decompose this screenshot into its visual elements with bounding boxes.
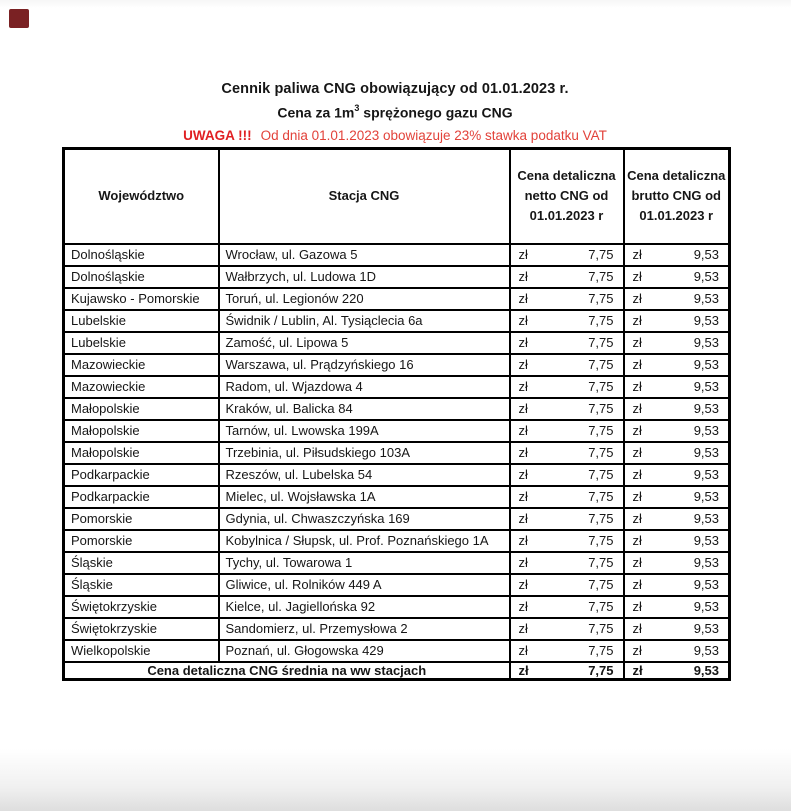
currency-label: zł (518, 662, 529, 678)
region-cell: Śląskie (64, 574, 219, 596)
brutto-cell (624, 244, 730, 266)
table-body (64, 244, 730, 662)
table-row (64, 596, 730, 618)
currency-label: zł (632, 379, 642, 394)
netto-cell (510, 398, 624, 420)
currency-label: zł (518, 335, 528, 350)
top-edge-shade (0, 0, 791, 8)
summary-label: Cena detaliczna CNG średnia na ww stacjach (64, 662, 510, 680)
netto-value: 7,75 (588, 489, 614, 504)
netto-value: 7,75 (588, 335, 614, 350)
currency-label: zł (632, 269, 642, 284)
currency-label: zł (518, 621, 528, 636)
brutto-value: 9,53 (693, 533, 719, 548)
currency-label: zł (518, 445, 528, 460)
table-row (64, 266, 730, 288)
station-cell: Wrocław, ul. Gazowa 5 (219, 244, 510, 266)
brutto-value: 9,53 (693, 577, 719, 592)
brutto-value: 9,53 (693, 291, 719, 306)
currency-label: zł (518, 423, 528, 438)
region-cell: Świętokrzyskie (64, 596, 219, 618)
region-cell: Pomorskie (64, 530, 219, 552)
summary-netto-value: 7,75 (588, 662, 614, 678)
brutto-value: 9,53 (693, 621, 719, 636)
netto-value: 7,75 (588, 621, 614, 636)
table-row (64, 442, 730, 464)
brutto-value: 9,53 (693, 379, 719, 394)
currency-label: zł (518, 643, 528, 658)
table-row (64, 552, 730, 574)
currency-label: zł (518, 533, 528, 548)
currency-label: zł (518, 467, 528, 482)
column-header-cena-brutto: Cena detaliczna brutto CNG od 01.01.2023 r (624, 149, 730, 244)
brutto-cell (624, 530, 730, 552)
table-row (64, 464, 730, 486)
netto-cell (510, 354, 624, 376)
table-row (64, 574, 730, 596)
netto-value: 7,75 (588, 555, 614, 570)
currency-label: zł (632, 555, 642, 570)
netto-value: 7,75 (588, 423, 614, 438)
brand-mark-square (9, 9, 29, 28)
brutto-cell (624, 552, 730, 574)
region-cell: Podkarpackie (64, 464, 219, 486)
brutto-cell (624, 640, 730, 662)
table-row (64, 508, 730, 530)
station-cell: Wałbrzych, ul. Ludowa 1D (219, 266, 510, 288)
currency-label: zł (632, 313, 642, 328)
netto-cell (510, 244, 624, 266)
brutto-value: 9,53 (693, 357, 719, 372)
region-cell: Kujawsko - Pomorskie (64, 288, 219, 310)
currency-label: zł (518, 247, 528, 262)
netto-value: 7,75 (588, 379, 614, 394)
netto-value: 7,75 (588, 291, 614, 306)
currency-label: zł (518, 313, 528, 328)
station-cell: Kraków, ul. Balicka 84 (219, 398, 510, 420)
table-row (64, 332, 730, 354)
netto-value: 7,75 (588, 247, 614, 262)
currency-label: zł (632, 401, 642, 416)
region-cell: Lubelskie (64, 332, 219, 354)
brutto-value: 9,53 (693, 269, 719, 284)
brutto-cell (624, 508, 730, 530)
region-cell: Mazowieckie (64, 376, 219, 398)
region-cell: Świętokrzyskie (64, 618, 219, 640)
netto-cell (510, 288, 624, 310)
station-cell: Poznań, ul. Głogowska 429 (219, 640, 510, 662)
currency-label: zł (632, 291, 642, 306)
currency-label: zł (632, 533, 642, 548)
station-cell: Gliwice, ul. Rolników 449 A (219, 574, 510, 596)
currency-label: zł (632, 577, 642, 592)
vat-warning-label: UWAGA !!! (183, 128, 252, 143)
netto-value: 7,75 (588, 599, 614, 614)
netto-value: 7,75 (588, 313, 614, 328)
table-header-row (64, 149, 730, 244)
netto-value: 7,75 (588, 467, 614, 482)
brutto-value: 9,53 (693, 511, 719, 526)
brutto-cell (624, 574, 730, 596)
vat-warning (62, 128, 728, 143)
region-cell: Mazowieckie (64, 354, 219, 376)
table-row (64, 530, 730, 552)
station-cell: Sandomierz, ul. Przemysłowa 2 (219, 618, 510, 640)
netto-cell (510, 618, 624, 640)
column-header-cena-netto: Cena detaliczna netto CNG od 01.01.2023 r (510, 149, 624, 244)
netto-cell (510, 332, 624, 354)
table-row (64, 640, 730, 662)
region-cell: Wielkopolskie (64, 640, 219, 662)
brutto-cell (624, 310, 730, 332)
summary-brutto-cell (624, 662, 730, 680)
currency-label: zł (518, 555, 528, 570)
region-cell: Dolnośląskie (64, 244, 219, 266)
brutto-cell (624, 486, 730, 508)
brutto-value: 9,53 (693, 599, 719, 614)
currency-label: zł (518, 577, 528, 592)
currency-label: zł (632, 643, 642, 658)
station-cell: Mielec, ul. Wojsławska 1A (219, 486, 510, 508)
brutto-value: 9,53 (693, 401, 719, 416)
subtitle-prefix: Cena za 1m (277, 104, 355, 121)
netto-cell (510, 310, 624, 332)
station-cell: Trzebinia, ul. Piłsudskiego 103A (219, 442, 510, 464)
table-row (64, 354, 730, 376)
brutto-cell (624, 442, 730, 464)
netto-cell (510, 464, 624, 486)
station-cell: Świdnik / Lublin, Al. Tysiąclecia 6a (219, 310, 510, 332)
netto-cell (510, 508, 624, 530)
table-row (64, 288, 730, 310)
currency-label: zł (632, 621, 642, 636)
table-row (64, 376, 730, 398)
currency-label: zł (518, 379, 528, 394)
netto-cell (510, 420, 624, 442)
brutto-cell (624, 618, 730, 640)
region-cell: Małopolskie (64, 442, 219, 464)
brutto-value: 9,53 (693, 423, 719, 438)
netto-value: 7,75 (588, 511, 614, 526)
netto-value: 7,75 (588, 445, 614, 460)
brutto-value: 9,53 (693, 313, 719, 328)
currency-label: zł (632, 335, 642, 350)
brutto-value: 9,53 (693, 467, 719, 482)
brutto-cell (624, 420, 730, 442)
brutto-cell (624, 354, 730, 376)
brutto-value: 9,53 (693, 555, 719, 570)
currency-label: zł (632, 489, 642, 504)
netto-value: 7,75 (588, 357, 614, 372)
brutto-cell (624, 288, 730, 310)
region-cell: Podkarpackie (64, 486, 219, 508)
currency-label: zł (632, 357, 642, 372)
currency-label: zł (632, 467, 642, 482)
netto-cell (510, 376, 624, 398)
vat-warning-text: Od dnia 01.01.2023 obowiązuje 23% stawka podatku VAT (260, 128, 607, 143)
netto-value: 7,75 (588, 577, 614, 592)
table-row (64, 398, 730, 420)
brutto-value: 9,53 (693, 445, 719, 460)
currency-label: zł (632, 511, 642, 526)
brutto-cell (624, 376, 730, 398)
currency-label: zł (632, 423, 642, 438)
table-row (64, 486, 730, 508)
region-cell: Małopolskie (64, 398, 219, 420)
station-cell: Warszawa, ul. Prądzyńskiego 16 (219, 354, 510, 376)
currency-label: zł (518, 357, 528, 372)
currency-label: zł (518, 269, 528, 284)
column-header-wojewodztwo: Województwo (64, 149, 219, 244)
table-header (64, 149, 730, 244)
station-cell: Kielce, ul. Jagiellońska 92 (219, 596, 510, 618)
netto-cell (510, 640, 624, 662)
bottom-edge-shade (0, 749, 791, 811)
region-cell: Śląskie (64, 552, 219, 574)
netto-value: 7,75 (588, 401, 614, 416)
subtitle-superscript: 3 (354, 103, 360, 113)
brutto-cell (624, 398, 730, 420)
brutto-cell (624, 332, 730, 354)
brutto-value: 9,53 (693, 643, 719, 658)
region-cell: Lubelskie (64, 310, 219, 332)
table-row (64, 310, 730, 332)
region-cell: Dolnośląskie (64, 266, 219, 288)
currency-label: zł (518, 599, 528, 614)
netto-cell (510, 486, 624, 508)
netto-value: 7,75 (588, 643, 614, 658)
station-cell: Gdynia, ul. Chwaszczyńska 169 (219, 508, 510, 530)
brutto-cell (624, 266, 730, 288)
brutto-cell (624, 464, 730, 486)
page-title: Cennik paliwa CNG obowiązujący od 01.01.2023 r. (221, 81, 569, 97)
summary-brutto-value: 9,53 (693, 662, 719, 678)
brutto-cell (624, 596, 730, 618)
summary-netto-cell (510, 662, 624, 680)
netto-cell (510, 552, 624, 574)
netto-cell (510, 596, 624, 618)
region-cell: Pomorskie (64, 508, 219, 530)
subtitle-suffix: sprężonego gazu CNG (359, 104, 513, 121)
table-row (64, 618, 730, 640)
station-cell: Tarnów, ul. Lwowska 199A (219, 420, 510, 442)
netto-value: 7,75 (588, 533, 614, 548)
brutto-value: 9,53 (693, 247, 719, 262)
currency-label: zł (632, 662, 643, 678)
region-cell: Małopolskie (64, 420, 219, 442)
station-cell: Tychy, ul. Towarowa 1 (219, 552, 510, 574)
page-subtitle (62, 104, 728, 121)
currency-label: zł (518, 401, 528, 416)
column-header-stacja-cng: Stacja CNG (219, 149, 510, 244)
netto-cell (510, 574, 624, 596)
netto-cell (510, 442, 624, 464)
table-footer (64, 662, 730, 680)
currency-label: zł (632, 599, 642, 614)
station-cell: Zamość, ul. Lipowa 5 (219, 332, 510, 354)
price-table (62, 147, 731, 681)
table-row (64, 420, 730, 442)
currency-label: zł (518, 489, 528, 504)
summary-row (64, 662, 730, 680)
currency-label: zł (632, 445, 642, 460)
currency-label: zł (518, 291, 528, 306)
netto-cell (510, 266, 624, 288)
station-cell: Rzeszów, ul. Lubelska 54 (219, 464, 510, 486)
netto-value: 7,75 (588, 269, 614, 284)
brutto-value: 9,53 (693, 489, 719, 504)
currency-label: zł (518, 511, 528, 526)
brutto-value: 9,53 (693, 335, 719, 350)
station-cell: Toruń, ul. Legionów 220 (219, 288, 510, 310)
table-row (64, 244, 730, 266)
netto-cell (510, 530, 624, 552)
currency-label: zł (632, 247, 642, 262)
station-cell: Radom, ul. Wjazdowa 4 (219, 376, 510, 398)
station-cell: Kobylnica / Słupsk, ul. Prof. Poznańskiego 1A (219, 530, 510, 552)
